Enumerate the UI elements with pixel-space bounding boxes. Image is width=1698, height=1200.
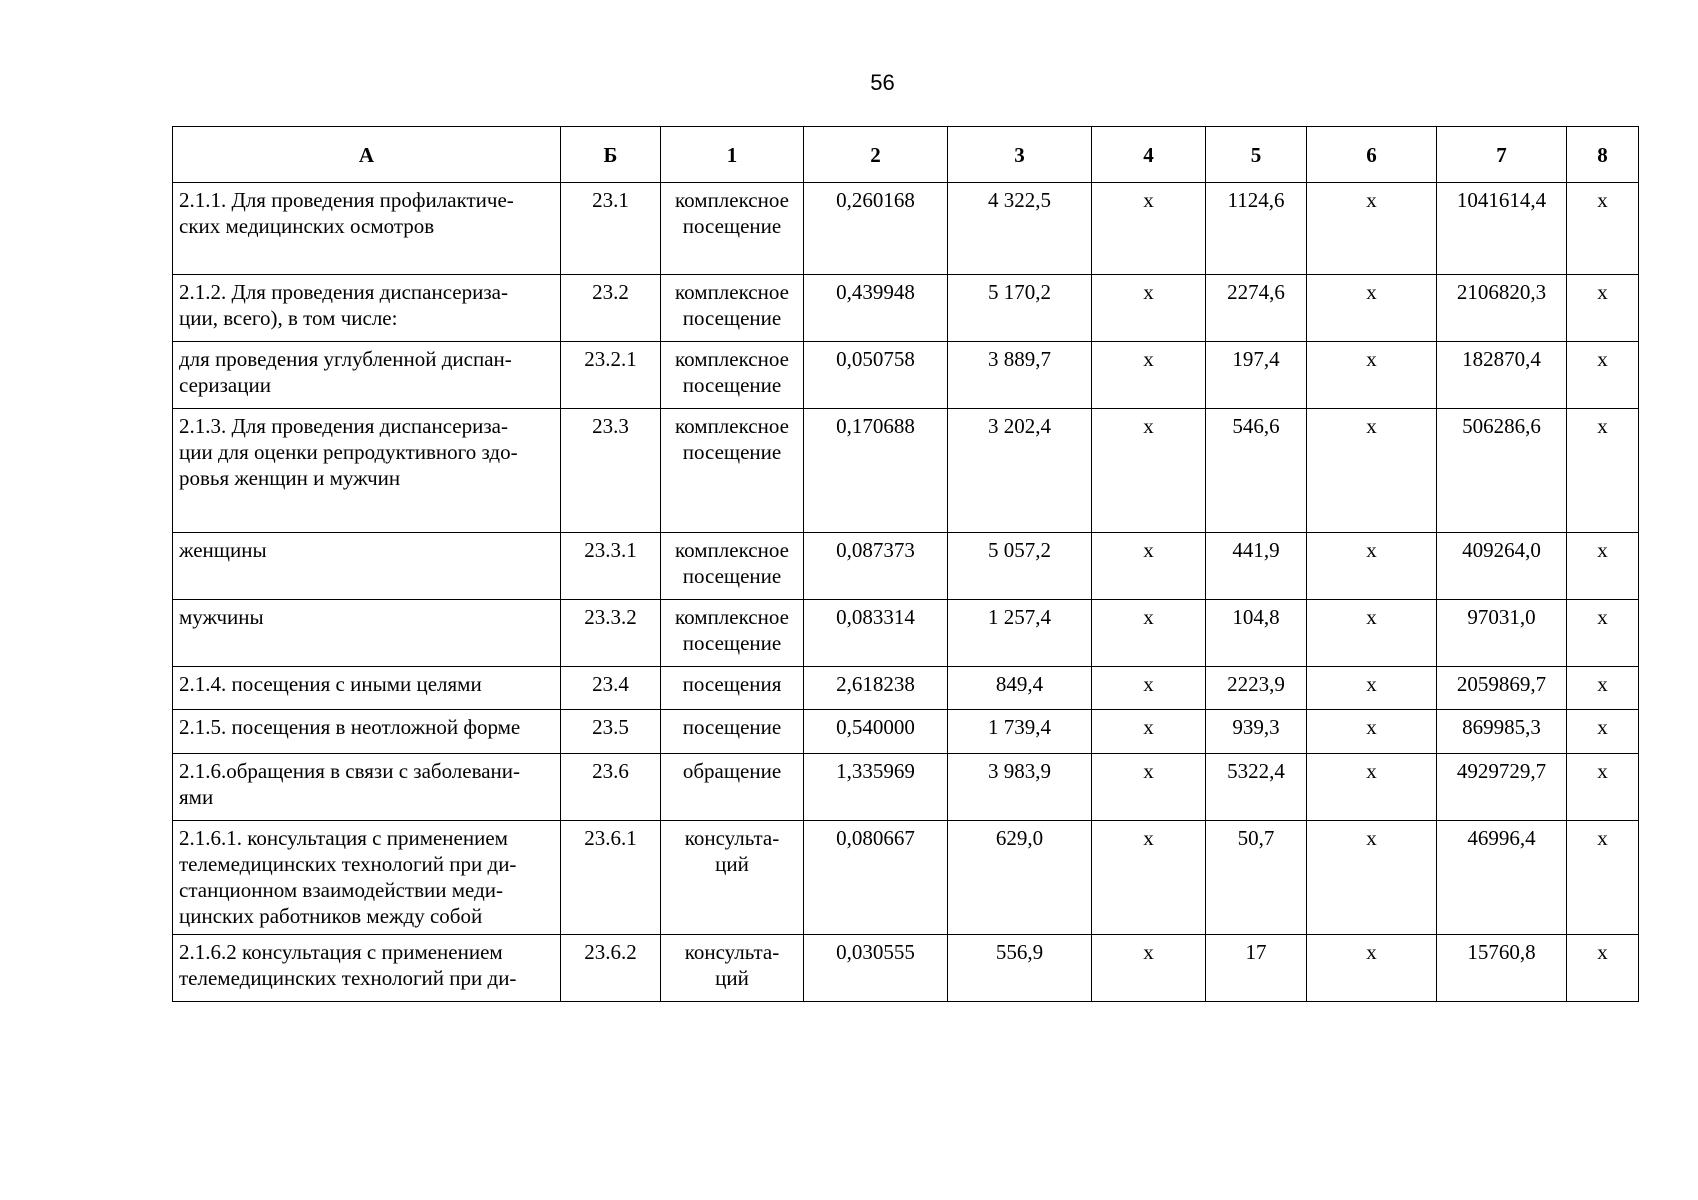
value-cell-c4: х	[1092, 600, 1206, 667]
row-unit-cell-text: консульта- ций	[684, 940, 780, 990]
table-row	[173, 667, 1639, 710]
value-cell-c4: х	[1092, 275, 1206, 342]
row-code-cell	[561, 409, 661, 533]
value-cell-c8: х	[1567, 600, 1639, 667]
value-cell-c7: 182870,4	[1437, 342, 1567, 409]
row-code-cell-text: 23.1	[592, 188, 629, 212]
value-cell-c2: 0,087373	[804, 533, 948, 600]
row-name-cell-text: женщины	[179, 538, 267, 562]
row-unit-cell	[661, 183, 804, 275]
value-cell-c4: х	[1092, 710, 1206, 754]
value-cell-c3: 5 170,2	[948, 275, 1092, 342]
value-cell-c8: х	[1567, 821, 1639, 935]
value-cell-c7: 409264,0	[1437, 533, 1567, 600]
row-code-cell	[561, 533, 661, 600]
value-cell-c2: 0,439948	[804, 275, 948, 342]
row-code-cell-text: 23.3.1	[584, 538, 637, 562]
value-cell-c5: 50,7	[1206, 821, 1307, 935]
value-cell-c2: 1,335969	[804, 754, 948, 821]
value-cell-c2: 0,083314	[804, 600, 948, 667]
row-unit-cell-text: комплексное посещение	[675, 280, 789, 330]
value-cell-c8: х	[1567, 710, 1639, 754]
value-cell-c3: 3 202,4	[948, 409, 1092, 533]
row-code-cell-text: 23.2	[592, 280, 629, 304]
row-code-cell-text: 23.5	[592, 715, 629, 739]
value-cell-c7: 506286,6	[1437, 409, 1567, 533]
column-header: 7	[1437, 127, 1567, 183]
row-unit-cell	[661, 710, 804, 754]
value-cell-c4: х	[1092, 409, 1206, 533]
row-unit-cell-text: комплексное посещение	[675, 605, 789, 655]
value-cell-c5: 2274,6	[1206, 275, 1307, 342]
row-unit-cell-text: посещения	[682, 672, 782, 696]
row-name-cell	[173, 600, 561, 667]
value-cell-c7: 4929729,7	[1437, 754, 1567, 821]
column-header: Б	[561, 127, 661, 183]
value-cell-c4: х	[1092, 935, 1206, 1002]
row-code-cell-text: 23.4	[592, 672, 629, 696]
value-cell-c3: 1 257,4	[948, 600, 1092, 667]
row-unit-cell	[661, 533, 804, 600]
table-row	[173, 935, 1639, 1002]
row-code-cell	[561, 183, 661, 275]
value-cell-c3: 3 983,9	[948, 754, 1092, 821]
row-unit-cell-text: консульта- ций	[684, 826, 780, 876]
column-header: 6	[1307, 127, 1437, 183]
value-cell-c3: 556,9	[948, 935, 1092, 1002]
value-cell-c5: 17	[1206, 935, 1307, 1002]
value-cell-c3: 4 322,5	[948, 183, 1092, 275]
value-cell-c8: х	[1567, 754, 1639, 821]
table-row	[173, 754, 1639, 821]
value-cell-c5: 546,6	[1206, 409, 1307, 533]
value-cell-c7: 97031,0	[1437, 600, 1567, 667]
value-cell-c6: х	[1307, 409, 1437, 533]
table-row	[173, 183, 1639, 275]
value-cell-c5: 1124,6	[1206, 183, 1307, 275]
value-cell-c3: 5 057,2	[948, 533, 1092, 600]
value-cell-c5: 104,8	[1206, 600, 1307, 667]
column-header: 3	[948, 127, 1092, 183]
value-cell-c3: 1 739,4	[948, 710, 1092, 754]
row-unit-cell	[661, 667, 804, 710]
column-header: 4	[1092, 127, 1206, 183]
row-code-cell-text: 23.3	[592, 414, 629, 438]
value-cell-c6: х	[1307, 935, 1437, 1002]
row-unit-cell	[661, 409, 804, 533]
value-cell-c4: х	[1092, 754, 1206, 821]
row-code-cell-text: 23.6.1	[584, 826, 637, 850]
value-cell-c7: 2106820,3	[1437, 275, 1567, 342]
table-body	[173, 183, 1639, 1002]
row-code-cell-text: 23.6	[592, 759, 629, 783]
table-row	[173, 275, 1639, 342]
row-code-cell	[561, 821, 661, 935]
row-name-cell-text: 2.1.6.2 консультация с применением телемедицинских технологий при ди-	[179, 940, 517, 990]
value-cell-c6: х	[1307, 183, 1437, 275]
value-cell-c6: х	[1307, 533, 1437, 600]
row-unit-cell	[661, 275, 804, 342]
row-code-cell	[561, 935, 661, 1002]
row-name-cell-text: 2.1.6.1. консультация с применением телемедицинских технологий при ди- станционном взаимодействии меди- цинских работников между собой	[179, 826, 517, 928]
row-name-cell-text: 2.1.2. Для проведения диспансериза- ции, всего), в том числе:	[179, 280, 508, 330]
value-cell-c8: х	[1567, 935, 1639, 1002]
value-cell-c2: 0,170688	[804, 409, 948, 533]
row-unit-cell	[661, 821, 804, 935]
row-code-cell	[561, 667, 661, 710]
value-cell-c7: 46996,4	[1437, 821, 1567, 935]
value-cell-c2: 2,618238	[804, 667, 948, 710]
value-cell-c2: 0,540000	[804, 710, 948, 754]
row-name-cell	[173, 409, 561, 533]
value-cell-c7: 15760,8	[1437, 935, 1567, 1002]
column-header: 5	[1206, 127, 1307, 183]
row-unit-cell	[661, 600, 804, 667]
row-unit-cell-text: комплексное посещение	[675, 538, 789, 588]
value-cell-c6: х	[1307, 821, 1437, 935]
row-name-cell-text: 2.1.4. посещения с иными целями	[179, 672, 482, 696]
column-header: А	[173, 127, 561, 183]
value-cell-c6: х	[1307, 667, 1437, 710]
row-name-cell	[173, 667, 561, 710]
row-name-cell-text: 2.1.6.обращения в связи с заболевани- ями	[179, 759, 521, 809]
row-code-cell-text: 23.6.2	[584, 940, 637, 964]
column-header: 1	[661, 127, 804, 183]
value-cell-c6: х	[1307, 342, 1437, 409]
data-table	[172, 126, 1639, 1002]
value-cell-c5: 197,4	[1206, 342, 1307, 409]
row-name-cell-text: для проведения углубленной диспан- серизации	[179, 347, 512, 397]
table-row	[173, 409, 1639, 533]
row-unit-cell	[661, 935, 804, 1002]
row-name-cell	[173, 183, 561, 275]
value-cell-c7: 869985,3	[1437, 710, 1567, 754]
value-cell-c4: х	[1092, 342, 1206, 409]
row-unit-cell	[661, 342, 804, 409]
column-header: 8	[1567, 127, 1639, 183]
value-cell-c5: 5322,4	[1206, 754, 1307, 821]
row-code-cell-text: 23.2.1	[584, 347, 637, 371]
row-code-cell	[561, 342, 661, 409]
value-cell-c3: 849,4	[948, 667, 1092, 710]
table-row	[173, 533, 1639, 600]
row-unit-cell	[661, 754, 804, 821]
value-cell-c6: х	[1307, 754, 1437, 821]
value-cell-c5: 939,3	[1206, 710, 1307, 754]
value-cell-c8: х	[1567, 183, 1639, 275]
header-row	[173, 127, 1639, 183]
table-row	[173, 600, 1639, 667]
value-cell-c4: х	[1092, 533, 1206, 600]
column-header: 2	[804, 127, 948, 183]
value-cell-c4: х	[1092, 183, 1206, 275]
value-cell-c5: 441,9	[1206, 533, 1307, 600]
value-cell-c5: 2223,9	[1206, 667, 1307, 710]
row-name-cell-text: 2.1.1. Для проведения профилактиче- ских медицинских осмотров	[179, 188, 514, 238]
value-cell-c3: 3 889,7	[948, 342, 1092, 409]
row-name-cell-text: 2.1.3. Для проведения диспансериза- ции для оценки репродуктивного здо- ровья женщин и мужчин	[179, 414, 518, 490]
row-name-cell	[173, 275, 561, 342]
value-cell-c8: х	[1567, 533, 1639, 600]
value-cell-c8: х	[1567, 342, 1639, 409]
row-name-cell	[173, 533, 561, 600]
value-cell-c8: х	[1567, 667, 1639, 710]
row-code-cell	[561, 710, 661, 754]
page-number: 56	[870, 70, 895, 95]
value-cell-c4: х	[1092, 667, 1206, 710]
row-name-cell	[173, 710, 561, 754]
row-code-cell-text: 23.3.2	[584, 605, 637, 629]
row-unit-cell-text: комплексное посещение	[675, 347, 789, 397]
value-cell-c3: 629,0	[948, 821, 1092, 935]
table-row	[173, 342, 1639, 409]
row-name-cell	[173, 342, 561, 409]
table-row	[173, 710, 1639, 754]
row-name-cell	[173, 821, 561, 935]
value-cell-c8: х	[1567, 275, 1639, 342]
row-name-cell-text: 2.1.5. посещения в неотложной форме	[179, 715, 521, 739]
row-name-cell	[173, 754, 561, 821]
row-name-cell	[173, 935, 561, 1002]
table-row	[173, 821, 1639, 935]
row-code-cell	[561, 275, 661, 342]
value-cell-c4: х	[1092, 821, 1206, 935]
value-cell-c7: 1041614,4	[1437, 183, 1567, 275]
value-cell-c2: 0,030555	[804, 935, 948, 1002]
value-cell-c7: 2059869,7	[1437, 667, 1567, 710]
row-unit-cell-text: комплексное посещение	[675, 188, 789, 238]
row-unit-cell-text: обращение	[682, 759, 782, 783]
row-code-cell	[561, 754, 661, 821]
value-cell-c2: 0,080667	[804, 821, 948, 935]
row-name-cell-text: мужчины	[179, 605, 264, 629]
row-unit-cell-text: комплексное посещение	[675, 414, 789, 464]
value-cell-c6: х	[1307, 275, 1437, 342]
row-unit-cell-text: посещение	[682, 715, 782, 739]
value-cell-c6: х	[1307, 710, 1437, 754]
value-cell-c8: х	[1567, 409, 1639, 533]
row-code-cell	[561, 600, 661, 667]
value-cell-c2: 0,050758	[804, 342, 948, 409]
value-cell-c2: 0,260168	[804, 183, 948, 275]
value-cell-c6: х	[1307, 600, 1437, 667]
